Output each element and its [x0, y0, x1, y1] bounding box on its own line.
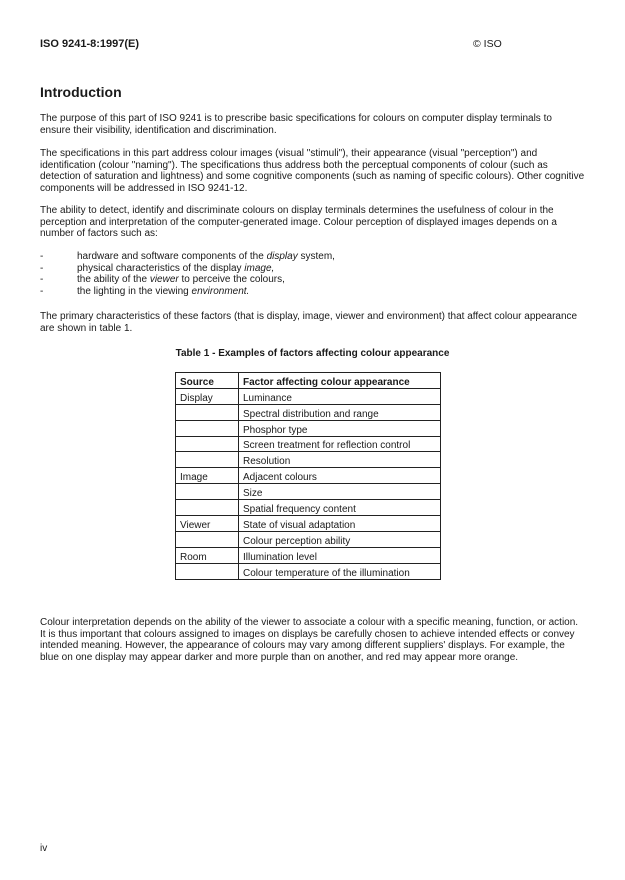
list-item: - the ability of the viewer to perceive the colours, [40, 274, 285, 285]
source-cell [176, 436, 239, 452]
page-number: iv [40, 843, 48, 854]
bullet-dash: - [40, 274, 44, 285]
table-header-row [176, 373, 441, 389]
table-row [176, 500, 441, 516]
source-cell [176, 531, 239, 547]
factor-cell: Colour perception ability [239, 531, 441, 547]
table-row [176, 516, 441, 532]
source-cell [176, 563, 239, 579]
source-cell [176, 452, 239, 468]
table-body [176, 388, 441, 579]
factor-list [40, 251, 335, 297]
factor-cell: Illumination level [239, 547, 441, 563]
copyright-notice: © ISO [473, 38, 502, 50]
bullet-dash: - [40, 251, 44, 262]
source-cell: Room [176, 547, 239, 563]
standard-id: ISO 9241-8:1997(E) [40, 38, 140, 50]
list-item: - the lighting in the viewing environment. [40, 285, 250, 297]
factor-cell: Resolution [239, 452, 441, 468]
factor-cell: Adjacent colours [239, 468, 441, 484]
interpretation-paragraph: Colour interpretation depends on the ability of the viewer to associate a colour with a specific meaning, function, or action. It is thus important that colours assigned to images on displays be carefully chosen to achieve intended effects or convey intended meaning. However, the appearance of colours may vary among different suppliers' displays. For example, the blue on one display may appear darker and more purple than on another, and red may appear more orange. [40, 617, 579, 663]
factors-table [175, 372, 441, 580]
source-cell: Viewer [176, 516, 239, 532]
table-row [176, 468, 441, 484]
factor-cell: Spectral distribution and range [239, 404, 441, 420]
header-factor: Factor affecting colour appearance [239, 373, 441, 389]
section-title: Introduction [40, 84, 122, 100]
table-row [176, 484, 441, 500]
header-source: Source [176, 373, 239, 389]
table-row [176, 388, 441, 404]
factor-cell: Spatial frequency content [239, 500, 441, 516]
specifications-paragraph: The specifications in this part address colour images (visual "stimuli"), their appearance (visual "perception") and identification (colour "naming"). The specifications thus address both the perceptual components of colour (such as detection of saturation and lightness) and some cognitive components (such as naming of specific colours). Other cognitive components will be addressed in ISO 9241-12. [40, 148, 585, 194]
table-row [176, 420, 441, 436]
list-item: - hardware and software components of the display system, [40, 251, 335, 262]
source-cell: Display [176, 388, 239, 404]
ability-paragraph: The ability to detect, identify and discriminate colours on display terminals determines the usefulness of colour in the perception and interpretation of the computer-generated image. Colour perception of displayed images depends on a number of factors such as: [40, 205, 557, 239]
bullet-dash: - [40, 285, 44, 297]
table-row [176, 436, 441, 452]
source-cell [176, 484, 239, 500]
factor-cell: Phosphor type [239, 420, 441, 436]
table-row [176, 547, 441, 563]
list-item: - physical characteristics of the display image, [40, 262, 275, 274]
bullet-dash: - [40, 262, 44, 274]
source-cell [176, 500, 239, 516]
factor-cell: Luminance [239, 388, 441, 404]
source-cell [176, 420, 239, 436]
table-row [176, 404, 441, 420]
table-row [176, 563, 441, 579]
factor-cell: Screen treatment for reflection control [239, 436, 441, 452]
primary-characteristics-paragraph: The primary characteristics of these factors (that is display, image, viewer and environment) that affect colour appearance are shown in table 1. [40, 311, 578, 334]
factor-cell: Colour temperature of the illumination [239, 563, 441, 579]
table-row [176, 452, 441, 468]
table-row [176, 531, 441, 547]
source-cell: Image [176, 468, 239, 484]
factor-cell: Size [239, 484, 441, 500]
table-caption: Table 1 - Examples of factors affecting colour appearance [175, 348, 450, 359]
purpose-paragraph: The purpose of this part of ISO 9241 is to prescribe basic specifications for colours on computer display terminals to ensure their visibility, identification and discrimination. [40, 113, 552, 136]
source-cell [176, 404, 239, 420]
factor-cell: State of visual adaptation [239, 516, 441, 532]
